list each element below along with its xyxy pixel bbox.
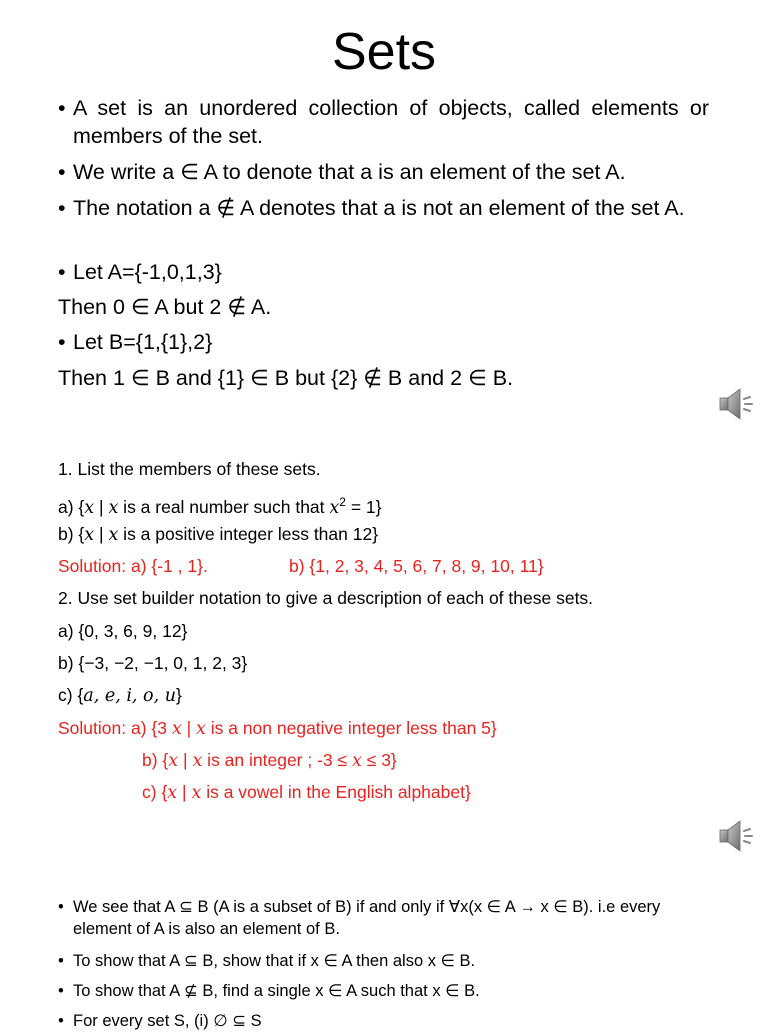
solution-1a: Solution: a) {-1 , 1}. [58, 556, 208, 576]
solution-2c: c) {x | x is a vowel in the English alphabet} [142, 782, 471, 803]
bullet-dot: • [58, 982, 64, 1000]
slide-exercises [0, 440, 768, 850]
question-1a: a) {x | x is a real number such that $x^2 = 1$} [58, 495, 382, 518]
bullet-definition: • A set is an unordered collection of objects, called elements or members of the set. [58, 96, 709, 148]
bullet-dot: • [58, 330, 66, 354]
bullet-let-a: • Let A={-1,0,1,3} [58, 260, 222, 284]
speaker-icon[interactable] [716, 382, 760, 426]
bullet-show-not-subset: • To show that A ⊈ B, find a single x ∈ A such that x ∈ B. [58, 982, 480, 1000]
question-2c: c) {a, e, i, o, u} [58, 685, 182, 706]
solution-1b: b) {1, 2, 3, 4, 5, 6, 7, 8, 9, 10, 11} [289, 556, 544, 576]
question-1b: b) {x | x is a positive integer less than 12} [58, 524, 379, 545]
page-title: Sets [331, 23, 437, 81]
slide-sets-definition [0, 0, 768, 430]
bullet-subset-definition: • We see that A ⊆ B (A is a subset of B) if and only if ∀x(x ∈ A → x ∈ B). i.e every element of A is also an element of B. [58, 898, 661, 938]
solution-2a: Solution: a) {3 x | x is a non negative integer less than 5} [58, 718, 497, 739]
bullet-dot: • [58, 160, 66, 184]
bullet-dot: • [58, 898, 64, 916]
bullet-dot: • [58, 952, 64, 970]
solution-2b: b) {x | x is an integer ; -3 ≤ x ≤ 3} [142, 750, 397, 771]
question-2: 2. Use set builder notation to give a description of each of these sets. [58, 588, 594, 608]
bullet-not-element-of: • The notation a ∉ A denotes that a is not an element of the set A. [58, 196, 685, 220]
speaker-icon[interactable] [716, 814, 760, 858]
slide-subsets [0, 880, 768, 1030]
bullet-dot: • [58, 260, 66, 284]
bullet-empty-set: • For every set S, (i) ∅ ⊆ S [58, 1012, 262, 1030]
bullet-dot: • [58, 196, 66, 220]
question-2b: b) {−3, −2, −1, 0, 1, 2, 3} [58, 653, 248, 673]
then-a-line: Then 0 ∈ A but 2 ∉ A. [58, 295, 272, 319]
question-2a: a) {0, 3, 6, 9, 12} [58, 621, 188, 641]
then-b-line: Then 1 ∈ B and {1} ∈ B but {2} ∉ B and 2 ∈ B. [58, 366, 514, 390]
bullet-let-b: • Let B={1,{1},2} [58, 330, 213, 354]
bullet-element-of: • We write a ∈ A to denote that a is an element of the set A. [58, 160, 626, 184]
bullet-dot: • [58, 96, 66, 120]
question-1: 1. List the members of these sets. [58, 459, 321, 479]
bullet-dot: • [58, 1012, 64, 1030]
bullet-show-subset: • To show that A ⊆ B, show that if x ∈ A then also x ∈ B. [58, 952, 476, 970]
